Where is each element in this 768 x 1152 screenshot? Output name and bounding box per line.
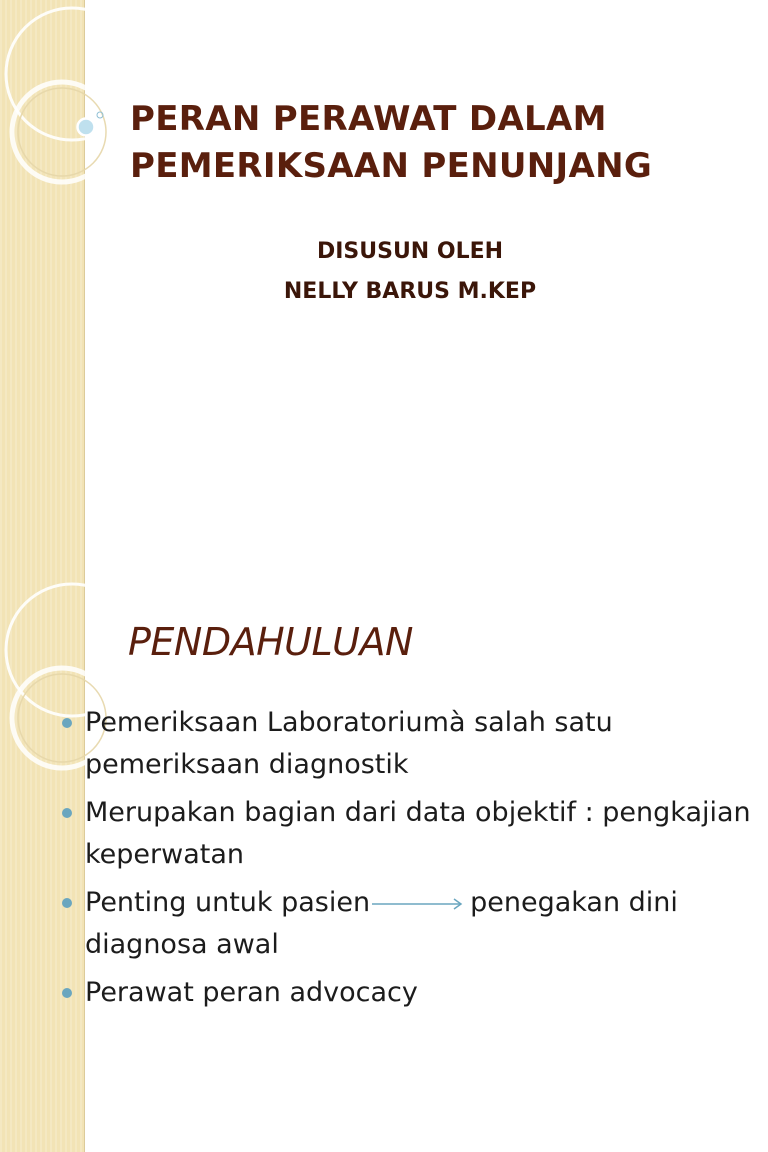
section-heading: PENDAHULUAN (128, 620, 413, 664)
slide-subtitle (130, 232, 690, 312)
bullet-text: Perawat peran advocacy (85, 977, 418, 1008)
list-item (60, 702, 768, 786)
title-line-1: PERAN PERAWAT DALAM (130, 99, 607, 139)
list-item (60, 882, 768, 966)
slide-title (130, 96, 750, 190)
content-slide (0, 576, 768, 1152)
list-item (60, 792, 768, 876)
bullet-dot-icon (62, 808, 72, 818)
bullet-dot-icon (62, 988, 72, 998)
bullet-text-after: penegakan dini diagnosa awal (85, 887, 678, 960)
bullet-text-before: Penting untuk pasien (85, 887, 371, 918)
arrow-right-icon (372, 897, 464, 911)
decorative-rings-icon (0, 0, 110, 260)
bullet-dot-icon (62, 898, 72, 908)
bullet-text: Merupakan bagian dari data objektif : pengkajian keperwatan (85, 797, 751, 870)
list-item (60, 972, 768, 1014)
bullet-list (60, 702, 768, 1020)
bullet-dot-icon (62, 718, 72, 728)
title-line-2: PEMERIKSAAN PENUNJANG (130, 146, 653, 186)
subtitle-line-2: NELLY BARUS M.KEP (283, 279, 537, 304)
bullet-text: Pemeriksaan Laboratoriumà salah satu pemeriksaan diagnostik (85, 707, 613, 780)
subtitle-line-1: DISUSUN OLEH (316, 239, 504, 264)
